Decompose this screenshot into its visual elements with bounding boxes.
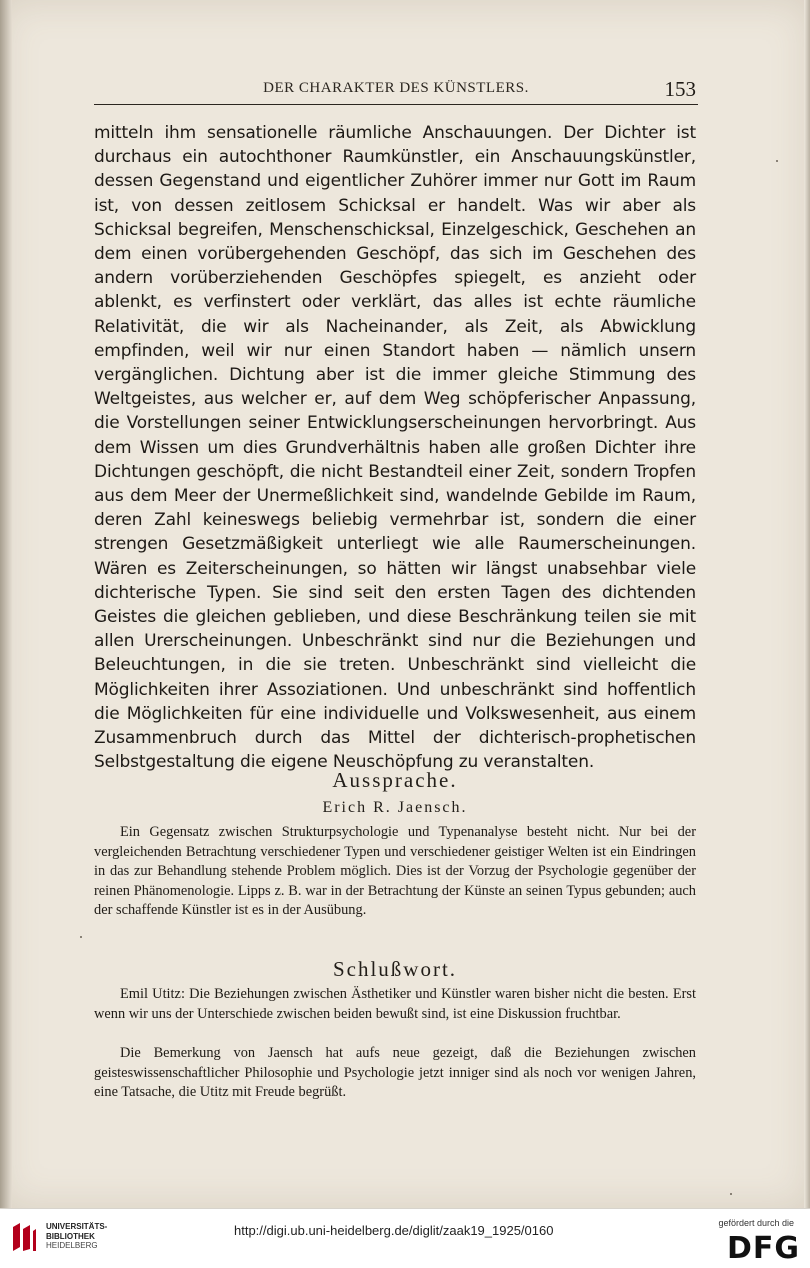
main-text: mitteln ihm sensationelle räumliche Anschauungen. Der Dichter ist durchaus ein autochthoner Raumkünstler, ein Anschauungskünstler, dessen Gegenstand und eigentlicher Zuhörer immer nur Gott im Raum ist, von dessen zeitlosem Schicksal er handelt. Was wir aber als Schicksal begreifen, Menschenschicksal, Einzelgeschick, Geschehen an dem einen vorübergehenden Geschöpf, das sich im Geschehen des andern vorüberziehenden Geschöpfes spiegelt, es anzieht oder ablenkt, es verfinstert oder verklärt, das alles ist echte räumliche Relativität, die wir als Nacheinander, als Zeit, als Abwicklung empfinden, weil wir nur einen Standort haben — nämlich unsern vergänglichen. Dichtung aber ist die immer gleiche Stimmung des Weltgeistes, aus welcher er, auf dem Weg schöpferischer Anpassung, die Vorstellungen seiner Entwicklungserscheinungen hervorbringt. Aus dem Wissen um dies Grundverhältnis haben alle großen Dichter ihre Dichtungen geschöpft, die nicht Bestandteil einer Zeit, sondern Tropfen aus dem Meer der Unermeßlichkeit sind, wandelnde Gebilde im Raum, deren Zahl keineswegs beliebig vermehrbar ist, sondern die einer strengen Gesetzmäßigkeit unterliegt wie alle Raumerscheinungen. Wären es Zeiterscheinungen, so hätten wir längst unabsehbar viele dichterische Typen. Sie sind seit den ersten Tagen des dichtenden Geistes die gleichen geblieben, und diese Beschränkung teilen sie mit allen Urerscheinungen. Unbeschränkt sind nur die Beziehungen und Beleuchtungen, in die sie treten. Unbeschränkt sind vielleicht die Möglichkeiten ihrer Assoziationen. Und unbeschränkt sind hoffentlich die Möglichkeiten für eine individuelle und Volkswesenheit, aus einem Zusammenbruch durch das Mittel der dichterisch-prophetischen Selbstgestaltung die eigene Neuschöpfung zu veranstalten. [94, 123, 696, 773]
page-left-edge-shadow [0, 0, 12, 1208]
page-number: 153 [664, 77, 696, 101]
aussprache-text: Ein Gegensatz zwischen Strukturpsychologie und Typenanalyse besteht nicht. Nur bei der vergleichenden Betrachtung verschiedener Typen und verschiedener geistiger Welten ist ein Eindringen in das zur Behandlung stehende Problem möglich. Dies ist der Vorzug der Psychologie gegenüber der reinen Phänomenologie. Lipps z. B. war in der Betrachtung der Künste an seinen Typus gebunden; auch der schaffende Künstler ist es in der Ausübung. [94, 824, 696, 919]
schlusswort-paragraph-2: Die Bemerkung von Jaensch hat aufs neue gezeigt, daß die Beziehungen zwischen geisteswissenschaftlicher Philosophie und Psychologie jetzt inniger sind als noch vor wenigen Jahren, eine Tatsache, die Utitz mit Freude begrüßt. [94, 1045, 696, 1101]
aussprache-author: Erich R. Jaensch. [322, 799, 468, 816]
dfg-logo[interactable]: DFG [726, 1231, 800, 1266]
running-head: DER CHARAKTER DES KÜNSTLERS. [263, 80, 529, 96]
library-name-line-2: BIBLIOTHEK [46, 1231, 95, 1241]
viewer-footer [0, 1208, 810, 1268]
aussprache-heading: Aussprache. [332, 768, 458, 792]
paper-speck [80, 936, 82, 938]
library-name[interactable] [46, 1222, 107, 1251]
page-header [94, 76, 698, 105]
schlusswort-heading: Schlußwort. [332, 957, 458, 981]
permalink-url[interactable]: http://digi.ub.uni-heidelberg.de/diglit/zaak19_1925/0160 [234, 1223, 554, 1238]
paper-speck [776, 160, 778, 162]
schlusswort-paragraph-1: Emil Utitz: Die Beziehungen zwischen Ästhetiker und Künstler waren bisher nicht die besten. Erst wenn wir uns der Unterschiede zwischen beiden bewußt sind, ist eine Diskussion fruchtbar. [94, 986, 696, 1022]
library-name-line-3: HEIDELBERG [46, 1241, 98, 1250]
library-name-line-1: UNIVERSITÄTS- [46, 1222, 108, 1231]
university-library-logo-icon[interactable] [10, 1221, 38, 1255]
page-right-edge [804, 0, 810, 1208]
paper-speck [730, 1193, 732, 1195]
funding-note: gefördert durch die [718, 1218, 794, 1228]
